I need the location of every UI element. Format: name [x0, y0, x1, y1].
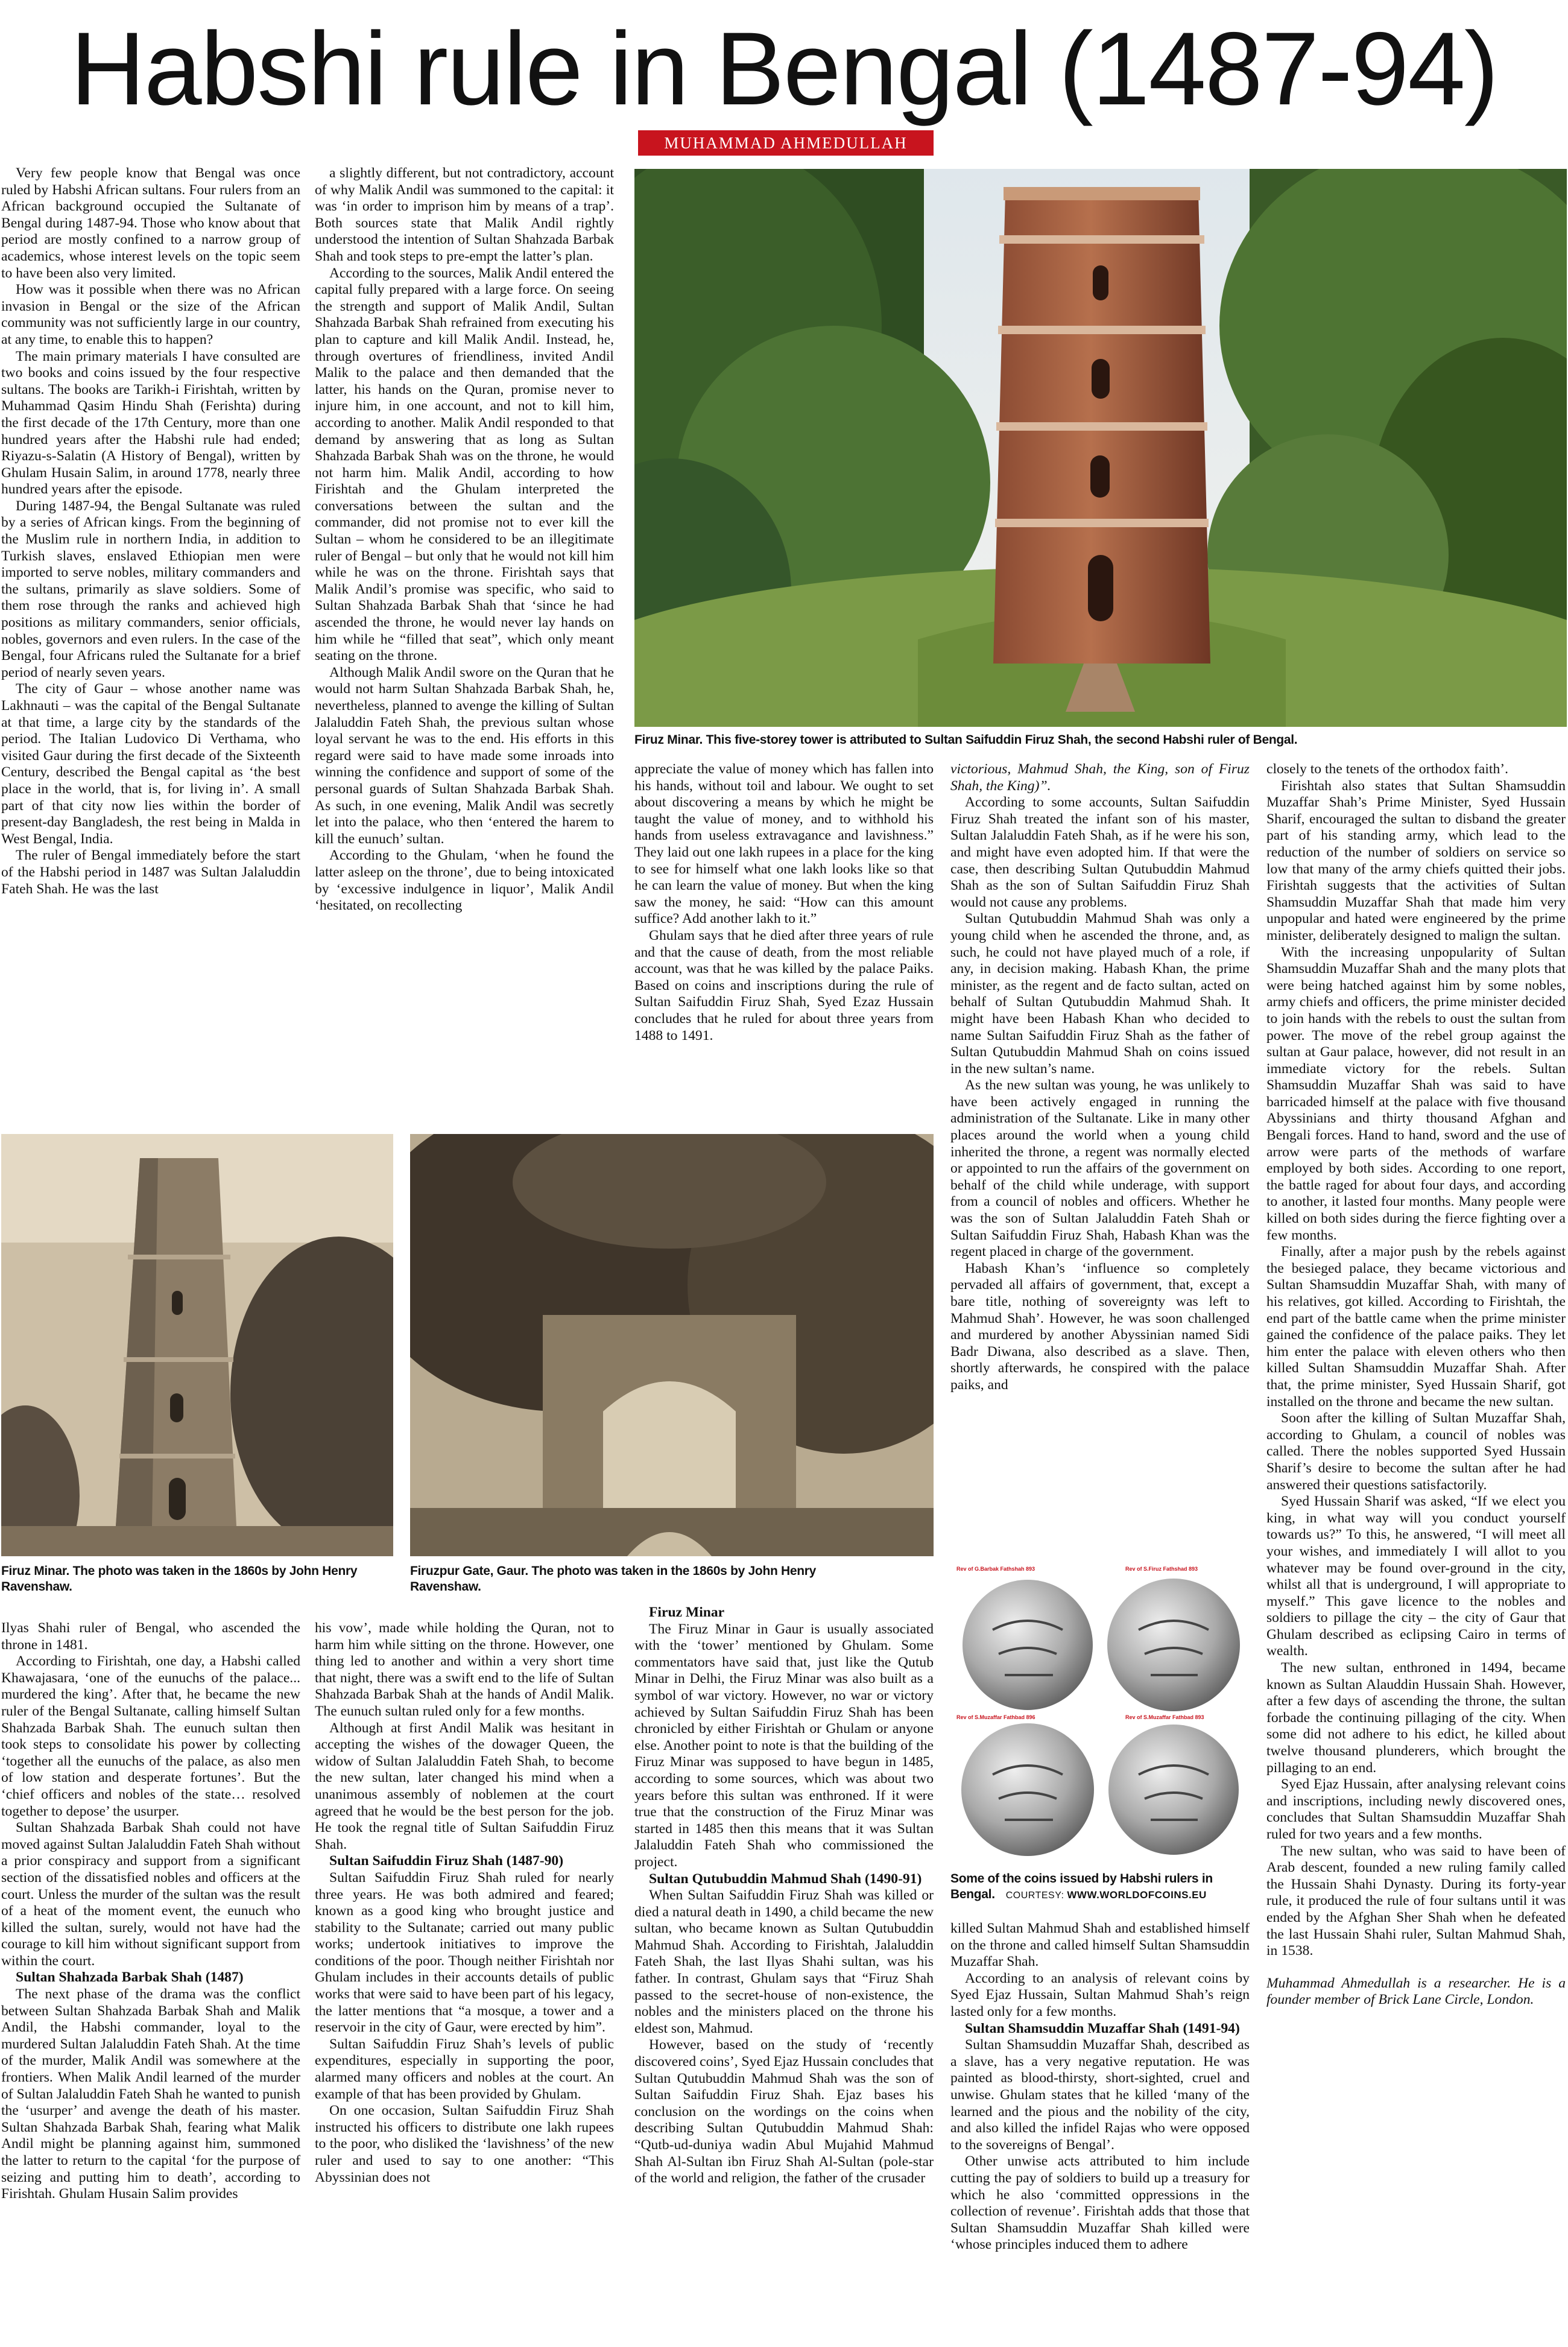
coin-label-4: Rev of S.Muzaffar Fathbad 893 — [1125, 1714, 1204, 1720]
paragraph: Ilyas Shahi ruler of Bengal, who ascended the throne in 1481. — [1, 1620, 300, 1653]
paragraph: On one occasion, Sultan Saifuddin Firuz Shah instructed his officers to distribute one lakh rupees to the poor, who disliked the ‘lavishness’ of the new ruler and used to say to one another: “This Abyssinian does not — [315, 2103, 614, 2185]
heading-firuz-minar: Firuz Minar — [649, 1604, 725, 1620]
paragraph: Sultan Shahzada Barbak Shah could not have moved against Sultan Jalaluddin Fateh Shah without a prior conspiracy and support from a significant section of the dissatisfied nobles and officers at the court. Unless the murder of the sultan was the result of a heat of the moment event, the eunuch who killed the sultan, surely, would not have had the courage to kill him without significant support from within the court. — [1, 1820, 300, 1969]
column-b2 — [315, 1620, 614, 2347]
paragraph: According to some accounts, Sultan Saifuddin Firuz Shah treated the infant son of his master, Sultan Jalaluddin Fateh Shah, as if he were his son, and might have even adopted him. If that were the case, then describing Sultan Qutubuddin Mahmud Shah as the son of Sultan Saifuddin Firuz Shah would not cause any problems. — [950, 794, 1250, 910]
paragraph: Other unwise acts attributed to him include cutting the pay of soldiers to build up a treasury for which he also ‘committed oppressions in the collection of revenue’. Firishtah adds that those that Sultan Shamsuddin Muzaffar Shah killed were ‘whose principles induced them to adhere — [950, 2153, 1250, 2253]
paragraph: victorious, Mahmud Shah, the King, son of Firuz Shah, the King)”. — [950, 761, 1250, 794]
gate-illustration — [410, 1134, 934, 1556]
paragraph: According to an analysis of relevant coins by Syed Ejaz Hussain, Sultan Mahmud Shah’s reign lasted only for a few months. — [950, 1970, 1250, 2019]
paragraph: a slightly different, but not contradictory, account of why Malik Andil was summoned to the capital: it was ‘in order to imprison him by means of a trap’. Both sources state that Malik Andil rightly understood the intention of Sultan Shahzada Barbak Shah and took steps to pre-empt the latter’s plan. — [315, 165, 614, 264]
col2-text — [315, 165, 614, 914]
headline: Habshi rule in Bengal (1487-94) — [70, 11, 1498, 127]
col1-text — [1, 165, 300, 898]
caption-coins-text: Some of the coins issued by Habshi rulers in Bengal. — [950, 1872, 1213, 1901]
heading-firuz-shah: Sultan Saifuddin Firuz Shah (1487-90) — [329, 1853, 564, 1869]
photo-firuzpur-gate — [410, 1134, 934, 1556]
paragraph: Sultan Qutubuddin Mahmud Shah was only a young child when he ascended the throne, and, as such, he could not have played much of a role, if any, in decision making. Habash Khan, the prime minister, as the regent and de facto sultan, acted on behalf of Sultan Qutubuddin Mahmud Shah. It might have been Habash Khan who decided to name Sultan Saifuddin Firuz Shah as the father of Sultan Qutubuddin Mahmud Shah on coins issued in the new sultan’s name. — [950, 911, 1250, 1077]
paragraph: When Sultan Saifuddin Firuz Shah was killed or died a natural death in 1490, a child became the new sultan, who became known as Sultan Qutubuddin Mahmud Shah. According to Firishtah, Jalaluddin Fateh Shah, the last Ilyas Shahi sultan, was his father. In contrast, Ghulam says that “Firuz Shah passed to the secret-house of non-existence, the nobles and the ministers placed on the throne his eldest son, Mahmud. — [634, 1887, 934, 2036]
caption-gate: Firuzpur Gate, Gaur. The photo was taken in the 1860s by John Henry Ravenshaw. — [410, 1564, 817, 1594]
caption-minar-old: Firuz Minar. The photo was taken in the 1860s by John Henry Ravenshaw. — [1, 1564, 358, 1594]
coins-photo — [950, 1563, 1250, 1865]
paragraph: As the new sultan was young, he was unlikely to have been actively engaged in running the administration of the Sultanate. Like in many other places around the world when a young child inherited the throne, a regent was normally elected or appointed to run the affairs of the government on behalf of the child while underage, with support from a council of nobles and officers. Whether he was the son of Sultan Jalaluddin Fateh Shah or Sultan Saifuddin Firuz Shah, Habash Khan was the regent placed in charge of the government. — [950, 1077, 1250, 1260]
paragraph: Sultan Shamsuddin Muzaffar Shah, described as a slave, has a very negative reputation. He was painted as blood-thirsty, short-sighted, cruel and unwise. Ghulam states that he killed ‘many of the learned and the pious and the nobility of the city, and also killed the infidel Rajas who were opposed to the sovereigns of Bengal’. — [950, 2037, 1250, 2153]
main-photo-firuz-minar — [634, 169, 1567, 727]
paragraph: Finally, after a major push by the rebels against the besieged palace, they became victorious and Sultan Shamsuddin Muzaffar Shah, with many of his relatives, got killed. According to Firishtah, the end part of the battle came when the prime minister gained the confidence of the palace paiks. They let him enter the palace with eleven others who then killed Sultan Shamsuddin Muzaffar Shah. After that, the prime minister, Syed Hussain Sharif, got installed on the throne and became the new sultan. — [1266, 1244, 1566, 1410]
coin-label-3: Rev of S.Muzaffar Fathbad 896 — [956, 1714, 1035, 1720]
paragraph: Syed Hussain Sharif was asked, “If we elect you king, in what way will you conduct yourself towards us?” To this, he answered, “I will meet all your wishes, and immediately I will allot to you whatever may be found over-ground in the city, whilst all that is underground, I will appropriate to myself.” This gave licence to the nobles and soldiers to pillage the city – the city of Gaur that Ghulam described as eclipsing Cairo in terms of wealth. — [1266, 1493, 1566, 1659]
column-3-top — [634, 761, 934, 1111]
paragraph: According to Firishtah, one day, a Habshi called Khawajasara, ‘one of the eunuchs of the palace... murdered the king’. After that, he became the new ruler of the Bengal Sultanate, calling himself Sultan Shahzada Barbak Shah. The eunuch sultan then took steps to consolidate his power by collecting ‘together all the eunuchs of the palace, as also men of low station and desperate fortunes’. But the ‘chief officers and nobles of the state… resolved together to depose’ the usurper. — [1, 1653, 300, 1819]
coin-label-1: Rev of G.Barbak Fathshah 893 — [956, 1566, 1035, 1572]
paragraph: The next phase of the drama was the conflict between Sultan Shahzada Barbak Shah and Malik Andil, the Habshi commander, loyal to the murdered Sultan Jalaluddin Fateh Shah. At the time of the murder, Malik Andil was somewhere at the frontiers. When Malik Andil learned of the murder of Sultan Jalaluddin Fateh Shah he wanted to punish the ‘usurper’ and avenge the death of his master. Sultan Shahzada Barbak Shah, fearing what Malik Andil might be planning against him, summoned the latter to return to the capital ‘for the purpose of seizing and putting him to death’, according to Firishtah. Ghulam Husain Salim provides — [1, 1986, 300, 2202]
column-b3 — [634, 1604, 934, 2347]
paragraph: Very few people know that Bengal was once ruled by Habshi African sultans. Four rulers from an African background occupied the Sultanate of Bengal during 1487-94. Those who know about that period are mostly confined to a narrow group of academics, whose interest levels on the topic seem to have been also very limited. — [1, 165, 300, 281]
column-5 — [1266, 761, 1566, 2347]
column-b4 — [950, 1921, 1250, 2347]
paragraph: killed Sultan Mahmud Shah and established himself on the throne and called himself Sultan Shamsuddin Muzaffar Shah. — [950, 1921, 1250, 1970]
coin-label-2: Rev of S.Firuz Fathshad 893 — [1125, 1566, 1198, 1572]
column-1 — [1, 165, 300, 1111]
paragraph: According to the Ghulam, ‘when he found the latter asleep on the throne’, due to being intoxicated by ‘excessive indulgence in liquor’, Malik Andil ‘hesitated, on recollecting — [315, 847, 614, 914]
paragraph: During 1487-94, the Bengal Sultanate was ruled by a series of African kings. From the beginning of the Muslim rule in northern India, in addition to Turkish slaves, enslaved Ethiopian men were imported to serve nobles, military commanders and the sultans, primarily as slave soldiers. Some of them rose through the ranks and achieved high positions as military commanders, senior officials, nobles, governors and even rulers. In the case of the Bengal, four Africans ruled the Sultanate for a brief period of nearly seven years. — [1, 498, 300, 680]
paragraph: Habash Khan’s ‘influence so completely pervaded all affairs of government, that, except a bare title, nothing of sovereignty was left to Mahmud Shah’. However, he was soon challenged and murdered by another Abyssinian named Sidi Badr Diwana, also described as a slave. Then, shortly afterwards, he conspired with the palace paiks, and — [950, 1260, 1250, 1393]
paragraph: Although at first Andil Malik was hesitant in accepting the wishes of the dowager Queen, the widow of Sultan Jalaluddin Fateh Shah, to become the new sultan, later changed his mind when a unanimous assembly of noblemen at the court agreed that he would be the best person for the job. He took the regnal title of Sultan Saifuddin Firuz Shah. — [315, 1720, 614, 1852]
byline: MUHAMMAD AHMEDULLAH — [638, 130, 934, 156]
paragraph: Syed Ejaz Hussain, after analysing relevant coins and inscriptions, including newly discovered ones, concludes that Sultan Shamsuddin Muzaffar Shah ruled for two years and a few months. — [1266, 1776, 1566, 1842]
paragraph: According to the sources, Malik Andil entered the capital fully prepared with a large force. On seeing the strength and support of Malik Andil, Sultan Shahzada Barbak Shah refrained from executing his plan to capture and kill Malik Andil. Instead, he, through overtures of friendliness, invited Andil Malik to the palace and then demanded that the latter, his hands on the Quran, promise never to injure him, in one account, and not to kill him, according to another. Malik Andil responded to that demand by answering that as long as Sultan Shahzada Barbak Shah was on the throne, he would not harm him. Malik Andil, according to how Firishtah and the Ghulam interpreted the conversations between the sultan and the commander, did not promise not to ever kill the Sultan – whom he considered to be an illegitimate ruler of Bengal – but only that he would not kill him while he was on the throne. Firishtah says that Malik Andil’s promise was specific, who said to Sultan Shahzada Barbak Shah that ‘since he had ascended the throne, he would never lay hands on him while he “filled that seat”, which only meant seating on the throne. — [315, 265, 614, 664]
courtesy-site: WWW.WORLDOFCOINS.EU — [1067, 1889, 1207, 1901]
paragraph: The new sultan, enthroned in 1494, became known as Sultan Alauddin Hussain Shah. However, after a few days of ascending the throne, the sultan forbade the continuing pillaging of the city. When some did not adhere to his edict, he killed about twelve thousand plunderers, which brought the pillaging to an end. — [1266, 1660, 1566, 1776]
paragraph: The city of Gaur – whose another name was Lakhnauti – was the capital of the Bengal Sultanate at that time, a large city by the standards of the period. The Italian Ludovico Di Verthama, who visited Gaur during the first decade of the Sixteenth Century, described the Bengal capital as ‘the best place in the world, that is, for living in’. A small part of that city now lies within the border of present-day Bangladesh, the rest being in Malda in West Bengal, India. — [1, 681, 300, 847]
paragraph: The main primary materials I have consulted are two books and coins issued by the four respective sultans. The books are Tarikh-i Firishtah, written by Muhammad Qasim Hindu Shah (Ferishta) during the first decade of the 17th Century, more than one hundred years after the Habshi rule had ended; Riyazu-s-Salatin (A History of Bengal), written by Ghulam Husain Salim, in around 1778, nearly three hundred years after the episode. — [1, 348, 300, 498]
paragraph: closely to the tenets of the orthodox faith’. — [1266, 761, 1508, 777]
paragraph: appreciate the value of money which has fallen into his hands, without toil and labour. We ought to set about discovering a means by which he might be taught the value of money, and to withhold his hands from useless extravagance and lavishness.” They laid out one lakh rupees in a place for the king to see for himself what one lakh looks like so that he can learn the value of money. But when the king saw the money, he said: “How can this amount suffice? Add another lakh to it.” — [634, 761, 934, 927]
photo-firuz-minar-1860s — [1, 1134, 393, 1556]
column-2 — [315, 165, 614, 1111]
paragraph: How was it possible when there was no African invasion in Bengal or the size of the African community was not sufficiently large in our country, at any time, to enable this to happen? — [1, 282, 300, 347]
courtesy-label: COURTESY: WWW.WORLDOFCOINS.EU — [1005, 1889, 1207, 1901]
caption-coins — [950, 1871, 1250, 1904]
paragraph: Firishtah also states that Sultan Shamsuddin Muzaffar Shah’s Prime Minister, Syed Hussain Sharif, encouraged the sultan to disband the greater part of his standing army, which lead to the reduction of the number of soldiers on service so low that many of the army chiefs quitted their jobs. Firishtah suggests that the activities of Sultan Shamsuddin Muzaffar Shah that made him very unpopular and hated were engineered by the prime minister, deliberately designed to malign the sultan. — [1266, 778, 1566, 943]
paragraph: However, based on the study of ‘recently discovered coins’, Syed Ejaz Hussain concludes that Sultan Qutubuddin Mahmud Shah was the son of Sultan Saifuddin Firuz Shah. Ejaz bases his conclusion on the wordings on the coins when describing Sultan Qutubuddin Mahmud Shah: “Qutb-ud-duniya wadin Abul Mujahid Mahmud Shah Al-Sultan ibn Firuz Shah Al-Sultan (pole-star of the world and religion, the father of the crusader — [634, 2037, 934, 2187]
column-4-top — [950, 761, 1250, 1557]
paragraph: Sultan Saifuddin Firuz Shah’s levels of public expenditures, especially in supporting the poor, alarmed many officers and nobles at the court. An example of that has been provided by Ghulam. — [315, 2036, 614, 2102]
paragraph: The new sultan, who was said to have been of Arab descent, founded a new ruling family called the Hussain Shahi Dynasty. During its forty-year rule, it produced the rule of four sultans until it was ended by the Afghan Sher Shah when he defeated the last Hussain Shahi ruler, Sultan Mahmud Shah, in 1538. — [1266, 1843, 1566, 1959]
paragraph: The Firuz Minar in Gaur is usually associated with the ‘tower’ mentioned by Ghulam. Some commentators have said that, just like the Qutub Minar in Delhi, the Firuz Minar was also built as a symbol of war victory. However, no war or victory achieved by Sultan Saifuddin Firuz Shah has been chronicled by either Firishtah or Ghulam or anyone else. Another point to note is that the building of the Firuz Minar was supposed to have begun in 1485, according to some sources, which was about two years before this sultan was enthroned. If it were true that the construction of the Firuz Minar was started in 1485 then this means that it was Sultan Jalaluddin Fateh Shah who commissioned the project. — [634, 1621, 934, 1870]
old-minar-illustration — [1, 1134, 393, 1556]
heading-muzaffar-shah: Sultan Shamsuddin Muzaffar Shah (1491-94) — [965, 2020, 1240, 2036]
firuz-minar-illustration — [634, 169, 1567, 727]
paragraph: Although Malik Andil swore on the Quran that he would not harm Sultan Shahzada Barbak Shah, he, nevertheless, planned to avenge the killing of Sultan Jalaluddin Fateh Shah, the previous sultan whose loyal servant he was to the end. His efforts in this regard were said to have made some inroads into winning the confidence and support of some of the personal guards of Sultan Shahzada Barbak Shah. As such, in one evening, Malik Andil was secretly let into the palace, who then ‘entered the harem to kill the eunuch’ sultan. — [315, 664, 614, 847]
heading-mahmud-shah: Sultan Qutubuddin Mahmud Shah (1490-91) — [649, 1870, 922, 1887]
paragraph: Ghulam says that he died after three years of rule and that the cause of death, from the most reliable account, was that he was killed by the palace Paiks. Based on coins and inscriptions during the rule of Sultan Saifuddin Firuz Shah, Syed Ezaz Hussain concludes that he ruled for about three years from 1488 to 1491. — [634, 927, 934, 1044]
paragraph: his vow’, made while holding the Quran, not to harm him while sitting on the throne. However, one thing led to another and within a very short time that night, there was a swift end to the life of Sultan Shahzada Barbak Shah at the hands of Andil Malik. The eunuch sultan ruled only for a few months. — [315, 1620, 614, 1719]
column-b1 — [1, 1620, 300, 2347]
paragraph: Sultan Saifuddin Firuz Shah ruled for nearly three years. He was both admired and feared; known as a good king who brought justice and stability to the Sultanate; carried out many public works; undertook initiatives to improve the conditions of the poor. Though neither Firishtah nor Ghulam includes in their accounts details of public works that were said to have been part of his legacy, the latter mentions that “a mosque, a tower and a reservoir in the city of Gaur, were erected by him”. — [315, 1869, 614, 2036]
author-note: Muhammad Ahmedullah is a researcher. He is a founder member of Brick Lane Circle, London. — [1266, 1975, 1566, 2008]
paragraph: With the increasing unpopularity of Sultan Shamsuddin Muzaffar Shah and the many plots that were being hatched against him by some nobles, army chiefs and officers, the prime minister decided to join hands with the rebels to oust the sultan from power. The move of the rebel group against the sultan at Gaur palace, however, did not result in an immediate victory for the rebels. Sultan Shamsuddin Muzaffar Shah was said to have barricaded himself at the palace with five thousand Abyssinians and thirty thousand Afghan and Bengali forces. Hand to hand, sword and the use of arrow were parts of the methods of warfare employed by both sides. According to one report, the battle raged for about four days, and according to another, it lasted four months. Many people were killed on both sides during the fierce fighting over a few months. — [1266, 944, 1566, 1243]
paragraph: The ruler of Bengal immediately before the start of the Habshi period in 1487 was Sultan Jalaluddin Fateh Shah. He was the last — [1, 847, 300, 897]
caption-main-photo: Firuz Minar. This five-storey tower is attributed to Sultan Saifuddin Firuz Shah, the second Habshi ruler of Bengal. — [634, 733, 1298, 747]
heading-barbak-shah: Sultan Shahzada Barbak Shah (1487) — [16, 1969, 244, 1986]
paragraph: Soon after the killing of Sultan Muzaffar Shah, according to Ghulam, a council of nobles was called. There the nobles supported Syed Hussain Sharif’s desire to become the sultan after he had answered their questions satisfactorily. — [1266, 1410, 1566, 1493]
